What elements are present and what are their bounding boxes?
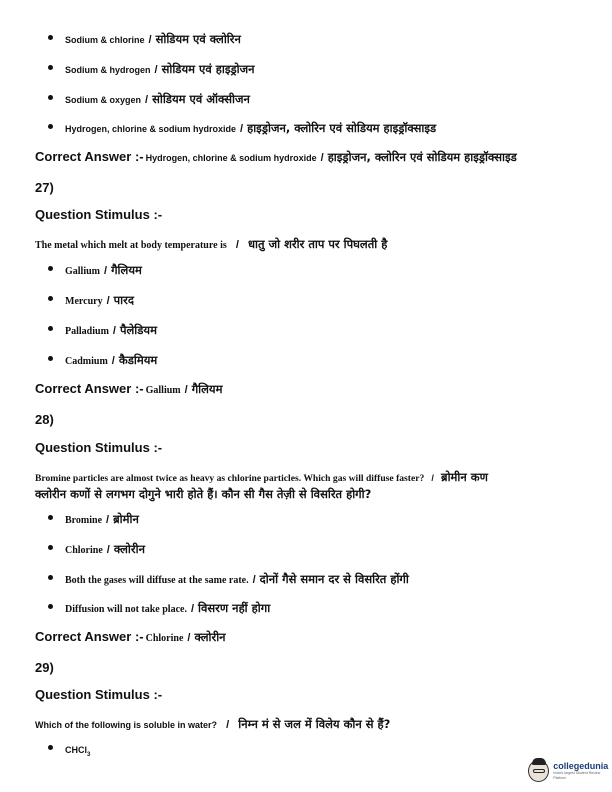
- question-en: The metal which melt at body temperature is: [35, 240, 227, 251]
- answer-label: Correct Answer :-: [35, 629, 144, 644]
- separator: /: [320, 152, 324, 164]
- answer-label: Correct Answer :-: [35, 381, 144, 396]
- q27-correct-answer: [35, 381, 222, 397]
- separator: /: [240, 123, 244, 135]
- answer-en: Gallium: [145, 385, 181, 396]
- option-en: Chlorine: [65, 545, 103, 556]
- q28-question-line-2: [35, 483, 371, 502]
- separator: /: [148, 34, 152, 46]
- separator: /: [252, 574, 256, 586]
- separator: /: [111, 355, 115, 367]
- separator: /: [145, 94, 149, 106]
- separator: /: [106, 514, 110, 526]
- logo-name: collegedunia: [553, 761, 609, 771]
- answer-hi: हाइड्रोजन, क्लोरिन एवं सोडियम हाइड्रॉक्साइड: [327, 150, 517, 164]
- q27-option-2: [48, 293, 134, 308]
- option-hi: सोडियम एवं ऑक्सीजन: [152, 92, 250, 106]
- bullet: [48, 326, 53, 331]
- option-en: Sodium & oxygen: [65, 95, 142, 105]
- option-hi: पारद: [113, 293, 134, 307]
- question-hi: क्लोरीन कणों से लगभग दोगुने भारी होते हैं। कौन सी गैस तेज़ी से विसरित होगी?: [35, 487, 372, 501]
- option-en: Cadmium: [65, 356, 108, 367]
- q29-option-1: [48, 745, 90, 758]
- bullet: [48, 575, 53, 580]
- bullet: [48, 604, 53, 609]
- bullet: [48, 545, 53, 550]
- q28-option-4: [48, 601, 270, 616]
- separator: /: [106, 295, 110, 307]
- q26-option-3: [48, 92, 250, 107]
- option-hi: सोडियम एवं क्लोरिन: [155, 32, 241, 46]
- separator: /: [154, 64, 158, 76]
- question-en: Bromine particles are almost twice as heavy as chlorine particles. Which gas will diffuse faster?: [35, 473, 425, 484]
- q26-option-4: [48, 121, 436, 136]
- q28-number: 28): [35, 412, 54, 427]
- q28-option-1: [48, 512, 139, 527]
- q27-stimulus-label: Question Stimulus :-: [35, 207, 163, 222]
- separator: /: [226, 719, 230, 731]
- logo-text: [553, 761, 612, 781]
- option-hi: ब्रोमीन: [113, 512, 139, 526]
- collegedunia-logo: [528, 760, 612, 782]
- q29-number: 29): [35, 660, 54, 675]
- separator: /: [190, 603, 195, 615]
- bullet: [48, 356, 53, 361]
- question-en: Which of the following is soluble in water?: [35, 720, 217, 730]
- option-hi: सोडियम एवं हाइड्रोजन: [161, 62, 255, 76]
- option-hi: दोनों गैसे समान दर से विसरित होंगी: [259, 572, 409, 586]
- option-en: Both the gases will diffuse at the same rate.: [65, 575, 249, 586]
- bullet: [48, 296, 53, 301]
- option-en: Diffusion will not take place.: [65, 604, 187, 615]
- option-en: Sodium & chlorine: [65, 35, 145, 45]
- question-hi: धातु जो शरीर ताप पर पिघलती है: [247, 237, 388, 251]
- option-en: Sodium & hydrogen: [65, 65, 151, 75]
- option-hi: पैलेडियम: [119, 323, 157, 337]
- answer-en: Chlorine: [145, 633, 184, 644]
- q29-stimulus-label: Question Stimulus :-: [35, 687, 163, 702]
- formula-main: CHCl: [65, 745, 87, 755]
- option-en: Bromine: [65, 515, 103, 526]
- separator: /: [431, 473, 434, 483]
- q29-question: [35, 713, 390, 732]
- q28-option-3: [48, 572, 409, 587]
- option-hi: विसरण नहीं होगा: [198, 601, 271, 615]
- option-en: Palladium: [65, 326, 109, 337]
- answer-hi: गैलियम: [191, 382, 223, 396]
- option-en: Hydrogen, chlorine & sodium hydroxide: [65, 124, 237, 134]
- option-en: Gallium: [65, 266, 101, 277]
- logo-tagline: India's largest Student Review Platform: [553, 771, 601, 780]
- separator: /: [106, 544, 110, 556]
- q26-option-1: [48, 32, 241, 47]
- option-hi: हाइड्रोजन, क्लोरिन एवं सोडियम हाइड्रॉक्साइड: [247, 121, 437, 135]
- answer-hi: क्लोरीन: [194, 630, 226, 644]
- bullet: [48, 35, 53, 40]
- q27-question: [35, 233, 387, 252]
- option-en: Mercury: [65, 296, 103, 307]
- q27-option-3: [48, 323, 157, 338]
- q28-correct-answer: [35, 629, 226, 645]
- option-en: [65, 745, 90, 758]
- question-hi: निम्न मं से जल में विलेय कौन से हैं?: [238, 717, 391, 731]
- question-hi: ब्रोमीन कण: [441, 470, 488, 484]
- separator: /: [235, 239, 239, 251]
- q27-option-1: [48, 263, 142, 278]
- bullet: [48, 65, 53, 70]
- bullet: [48, 745, 53, 750]
- student-mascot-icon: [528, 760, 549, 782]
- bullet: [48, 95, 53, 100]
- q27-number: 27): [35, 180, 54, 195]
- option-hi: क्लोरीन: [113, 542, 145, 556]
- option-hi: कैडमियम: [118, 353, 158, 367]
- formula-subscript: 3: [87, 751, 91, 758]
- bullet: [48, 266, 53, 271]
- separator: /: [184, 384, 188, 396]
- q26-correct-answer: [35, 149, 517, 165]
- answer-en: Hydrogen, chlorine & sodium hydroxide: [145, 153, 317, 163]
- separator: /: [112, 325, 116, 337]
- separator: /: [187, 632, 191, 644]
- q26-option-2: [48, 62, 255, 77]
- q28-option-2: [48, 542, 145, 557]
- bullet: [48, 124, 53, 129]
- answer-label: Correct Answer :-: [35, 149, 144, 164]
- q27-option-4: [48, 353, 157, 368]
- bullet: [48, 515, 53, 520]
- q28-stimulus-label: Question Stimulus :-: [35, 440, 163, 455]
- option-hi: गैलियम: [111, 263, 142, 277]
- separator: /: [104, 265, 108, 277]
